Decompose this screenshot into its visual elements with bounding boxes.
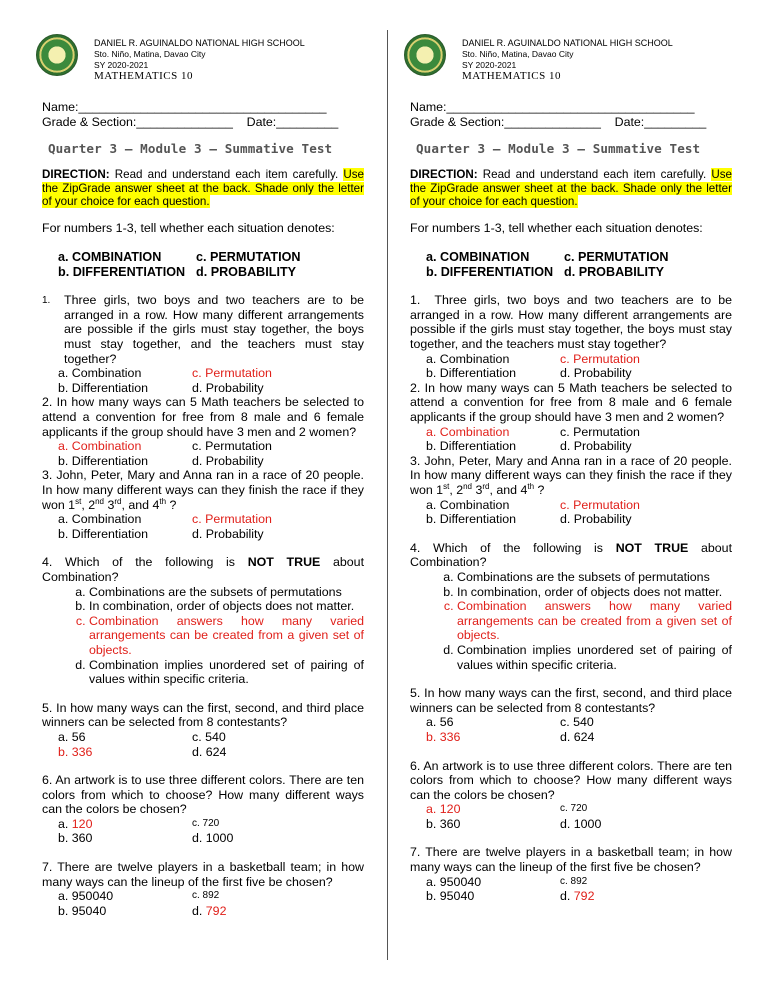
subject: MATHEMATICS 10	[462, 70, 561, 82]
q6-options: a. 120 c. 720 b. 360 d. 1000	[426, 802, 602, 831]
name-fields	[410, 100, 706, 129]
q1-options: a. Combination c. Permutation b. Differentiation d. Probability	[426, 351, 640, 381]
grade-section-field[interactable]: Grade & Section:______________	[42, 114, 233, 129]
school-logo-icon	[36, 34, 78, 76]
question-7: 7. There are twelve players in a basketball team; in how many ways can the lineup of the first five be chosen?	[42, 860, 364, 889]
q5-options: a. 56 c. 540 b. 336 d. 624	[426, 715, 595, 744]
question-2: 2. In how many ways can 5 Math teachers be selected to attend a convention for free from 8 male and 6 female applicants if the group should have 3 men and 2 women?	[410, 380, 732, 425]
school-logo-icon	[404, 34, 446, 76]
school-name: DANIEL R. AGUINALDO NATIONAL HIGH SCHOOL	[94, 38, 305, 48]
q4-options: a. Combinations are the subsets of permutations b. In combination, order of objects does not matter. c. Combination answers how many varied arrangements can be created from a given set of objects. d. Combination implies unordered set of pairing of values within specific criteria.	[42, 585, 364, 687]
name-fields	[42, 100, 338, 129]
school-year: SY 2020-2021	[462, 59, 517, 70]
q5-options: a. 56 c. 540 b. 336 d. 624	[58, 729, 227, 759]
q3-options: a. Combination c. Permutation b. Differentiation d. Probability	[426, 497, 640, 527]
question-5: 5. In how many ways can the first, second, and third place winners can be selected from 8 contestants?	[410, 686, 732, 715]
grade-date-field	[410, 115, 706, 130]
name-field[interactable]: Name:____________________________________	[410, 100, 695, 114]
school-name: DANIEL R. AGUINALDO NATIONAL HIGH SCHOOL	[462, 38, 673, 48]
left-column	[42, 0, 365, 918]
instruction: For numbers 1-3, tell whether each situation denotes:	[410, 220, 703, 235]
name-field[interactable]: Name:____________________________________	[42, 100, 327, 114]
school-address: Sto. Niño, Matina, Davao City	[94, 49, 206, 59]
column-divider	[387, 30, 388, 960]
question-6: 6. An artwork is to use three different colors. There are ten colors from which to choose? How many different ways can the colors be chosen?	[42, 773, 364, 817]
grade-section-field[interactable]: Grade & Section:______________	[410, 114, 601, 129]
date-field[interactable]: Date:_________	[614, 114, 707, 129]
instruction: For numbers 1-3, tell whether each situation denotes:	[42, 220, 335, 235]
subject: MATHEMATICS 10	[94, 70, 193, 82]
date-field[interactable]: Date:_________	[246, 114, 339, 129]
header	[410, 34, 732, 104]
right-column	[410, 0, 733, 904]
question-4: 4. Which of the following is NOT TRUE about Combination?	[410, 540, 733, 570]
question-2: 2. In how many ways can 5 Math teachers be selected to attend a convention for free from 8 male and 6 female applicants if the group should have 3 men and 2 women?	[42, 395, 364, 439]
direction: DIRECTION: Read and understand each item carefully. Use the ZipGrade answer sheet at the back. Shade only the letter of your choice for each question.	[410, 168, 732, 208]
q3-options: a. Combination c. Permutation b. Differentiation d. Probability	[58, 512, 272, 541]
question-6: 6. An artwork is to use three different colors. There are ten colors from which to choose? How many different ways can the colors be chosen?	[410, 758, 732, 802]
question-1: 1. Three girls, two boys and two teachers are to be arranged in a row. How many different arrangements are possible if the girls must stay together, the boys must stay together, and the teachers must stay together?	[42, 293, 364, 366]
q6-options: a. 120 c. 720 b. 360 d. 1000	[58, 816, 234, 846]
question-7: 7. There are twelve players in a basketball team; in how many ways can the lineup of the first five be chosen?	[410, 845, 732, 875]
school-address: Sto. Niño, Matina, Davao City	[462, 49, 574, 59]
grade-date-field	[42, 115, 338, 130]
question-5: 5. In how many ways can the first, second, and third place winners can be selected from 8 contestants?	[42, 700, 364, 730]
question-1: 1. Three girls, two boys and two teachers are to be arranged in a row. How many different arrangements are possible if the girls must stay together, the boys must stay together, and the teachers must stay together?	[410, 293, 732, 352]
choice-legend: a. COMBINATION c. PERMUTATION b. DIFFERENTIATION d. PROBABILITY	[426, 250, 669, 279]
question-3: 3. John, Peter, Mary and Anna ran in a race of 20 people. In how many different ways can they finish the race if they won 1st, 2nd 3rd, and 4th ?	[410, 453, 732, 497]
school-year: SY 2020-2021	[94, 59, 149, 70]
q2-options: a. Combination c. Permutation b. Differentiation d. Probability	[58, 439, 272, 468]
q1-options: a. Combination c. Permutation b. Differentiation d. Probability	[58, 366, 272, 395]
test-body	[42, 168, 364, 918]
page-title: Quarter 3 – Module 3 – Summative Test	[416, 141, 701, 156]
q4-options: a. Combinations are the subsets of permutations b. In combination, order of objects does not matter. c. Combination answers how many varied arrangements can be created from a given set of objects. d. Combination implies unordered set of pairing of values within specific criteria.	[410, 570, 732, 672]
q2-options: a. Combination c. Permutation b. Differentiation d. Probability	[426, 424, 640, 454]
question-4: 4. Which of the following is NOT TRUE about Combination?	[42, 555, 365, 584]
test-body	[410, 168, 732, 904]
question-3: 3. John, Peter, Mary and Anna ran in a race of 20 people. In how many different ways can they finish the race if they won 1st, 2nd 3rd, and 4th ?	[42, 468, 364, 512]
header	[42, 34, 364, 104]
q7-options: a. 950040 c. 892 b. 95040 d. 792	[58, 889, 227, 918]
direction: DIRECTION: Read and understand each item carefully. Use the ZipGrade answer sheet at the back. Shade only the letter of your choice for each question.	[42, 168, 364, 208]
choice-legend: a. COMBINATION c. PERMUTATION b. DIFFERENTIATION d. PROBABILITY	[58, 250, 301, 279]
q7-options: a. 950040 c. 892 b. 95040 d. 792	[426, 874, 595, 904]
page-title: Quarter 3 – Module 3 – Summative Test	[48, 141, 333, 156]
